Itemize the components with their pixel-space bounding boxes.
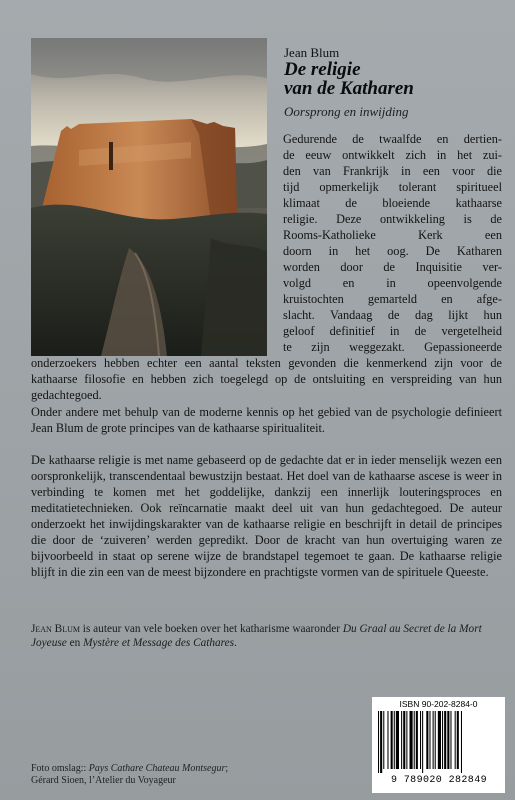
blurb-line: tijd opmerkelijk tolerant spiritueel xyxy=(283,180,502,194)
castle-photo-image xyxy=(31,38,267,356)
credit-prefix: Foto omslag:: xyxy=(31,763,89,774)
barcode-bar xyxy=(414,711,415,769)
barcode-bar xyxy=(438,711,441,769)
barcode-bar xyxy=(433,711,434,769)
credit-line-2: Gérard Sioen, l’Atelier du Voyageur xyxy=(31,775,176,786)
blurb-line: klimaat de bloeiende kathaarse xyxy=(283,196,502,210)
barcode-bar xyxy=(416,711,418,769)
blurb-line: geloof definitief in de vergetelheid xyxy=(283,324,502,338)
barcode-bar xyxy=(450,711,451,769)
barcode-bar xyxy=(420,711,421,769)
credit-separator: ; xyxy=(225,763,229,774)
barcode-bar xyxy=(455,711,456,769)
blurb-line: kruistochten gemarteld en afge- xyxy=(283,292,502,306)
barcode-bar xyxy=(378,711,379,773)
bio-text: en xyxy=(66,637,84,649)
barcode-bar xyxy=(391,711,393,769)
author-bio xyxy=(31,622,505,650)
barcode-bar xyxy=(401,711,402,769)
title-line-2: van de Katharen xyxy=(284,78,414,99)
barcode-bar xyxy=(444,711,446,769)
blurb-line: den van Frankrijk in een voor die xyxy=(283,164,502,178)
book-title xyxy=(284,60,504,98)
barcode-bar xyxy=(403,711,405,769)
isbn-label: ISBN 90-202-8284-0 xyxy=(399,699,478,709)
blurb-line: religie. Deze ontwikkeling is de xyxy=(283,212,502,226)
barcode-icon xyxy=(376,711,502,773)
barcode-bar xyxy=(406,711,407,769)
barcode-bar xyxy=(426,711,428,769)
blurb-line: Rooms-Katholieke Kerk een xyxy=(283,228,502,242)
bio-author-name: Jean Blum xyxy=(31,623,80,635)
barcode-bar xyxy=(435,711,436,769)
blurb-line: worden door de Inquisitie ver- xyxy=(283,260,502,274)
blurb-line: slacht. Vandaag de dag lijkt hun xyxy=(283,308,502,322)
barcode-digits: 9 789020 282849 xyxy=(390,775,487,786)
blurb-line: doorn in het oog. De Katharen xyxy=(283,244,502,258)
isbn-barcode-box xyxy=(372,697,505,793)
barcode-bar xyxy=(380,711,382,773)
bio-text: is auteur van vele boeken over het katharisme waaronder xyxy=(79,623,343,635)
bio-book-title: Mystère et Message des Cathares xyxy=(83,637,235,649)
blurb-paragraph: Onder andere met behulp van de moderne kennis op het gebied van de psychologie definieert Jean Blum de grote principes van de kathaarse spiritualiteit. xyxy=(31,405,502,435)
barcode-bar xyxy=(396,711,399,769)
blurb-line: Gedurende de twaalfde en dertien- xyxy=(283,132,502,146)
barcode-bar xyxy=(410,711,413,769)
blurb-paragraph: De kathaarse religie is met name gebaseerd op de gedachte dat er in ieder menselijk wezen een oorspronkelijk, transcendentaal bewustzijn bestaat. Het doel van de kathaarse ascese is weer in verbinding te komen met het goddelijke, dankzij een innerlijk louteringsproces en meditatietechnieken. Ook reïncarnatie maakt deel uit van hun gedachtegoed. De auteur onderzoekt het inwijdingskarakter van de kathaarse religie en beschrijft in detail de principes die door de ‘zuiveren’ werden gepredikt. Door de kracht van hun overtuiging waren ze bijvoorbeeld in staat op serene wijze de brandstapel tegemoet te gaan. De kathaarse religie blijft in die zin een van de meest bijzondere en prachtigste vormen van de spirituele Queeste. xyxy=(31,453,502,579)
photo-credit xyxy=(31,763,361,787)
barcode-bar xyxy=(429,711,430,769)
title-line-1: De religie xyxy=(284,59,361,80)
credit-photo-title: Pays Cathare Chateau Montsegur xyxy=(88,763,226,774)
barcode-bar xyxy=(394,711,395,769)
bio-book-title: Du Graal au Secret de la Mort Joyeuse xyxy=(31,623,482,649)
barcode-bar xyxy=(457,711,459,769)
barcode-bar xyxy=(447,711,449,769)
barcode-bar xyxy=(387,711,388,769)
blurb-paragraph-continuation: onderzoekers hebben echter een aantal teksten gevonden die kenmerkend zijn voor de kathaarse filosofie en hebben zich toegelegd op de ontsluiting en verspreiding van hun gedachtegoed. xyxy=(31,356,502,402)
barcode-bar xyxy=(422,711,423,773)
barcode-bar xyxy=(461,711,462,773)
barcode-bar xyxy=(383,711,384,769)
blurb-right-column xyxy=(283,131,502,355)
blurb-line: de eeuw ontwikkelt zich in het zui- xyxy=(283,148,502,162)
blurb-line: volgd en in opeenvolgende xyxy=(283,276,502,290)
author-name: Jean Blum xyxy=(284,45,340,60)
castle-photo xyxy=(31,38,267,356)
blurb-line: te zijn weggezakt. Gepassioneerde xyxy=(283,340,502,354)
credit-line-1 xyxy=(31,763,361,775)
book-subtitle: Oorsprong en inwijding xyxy=(284,104,409,119)
barcode-bar xyxy=(442,711,443,769)
bio-text: . xyxy=(234,637,237,649)
